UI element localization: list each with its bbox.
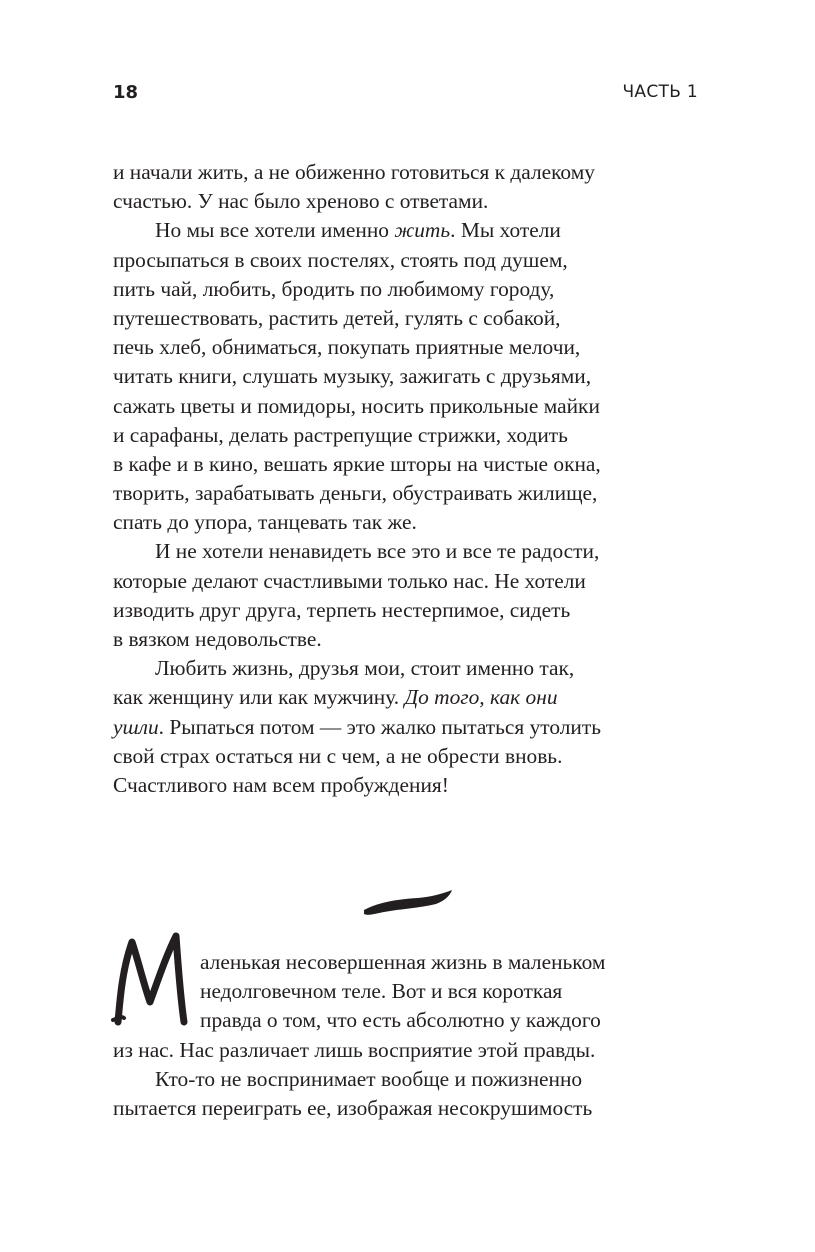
text-run: как женщину или как мужчину. [113, 685, 405, 710]
text-line: печь хлеб, обниматься, покупать приятные мелочи, [113, 335, 581, 360]
text-line: Счастливого нам всем пробуждения! [113, 772, 449, 797]
brush-stroke-divider [360, 888, 455, 918]
text-run: Но мы все хотели именно [155, 218, 395, 243]
text-line: Любить жизнь, друзья мои, стоит именно так, [155, 656, 575, 681]
running-head: ЧАСТЬ 1 [622, 82, 698, 102]
text-line: пить чай, любить, бродить по любимому городу, [113, 276, 555, 301]
text-line: творить, зарабатывать деньги, обустраивать жилище, [113, 481, 598, 506]
page-header [113, 82, 698, 108]
text-line: сажать цветы и помидоры, носить прикольные майки [113, 393, 600, 418]
text-line: и сарафаны, делать растрепущие стрижки, ходить [113, 422, 568, 447]
text-line [113, 713, 698, 742]
text-line: путешествовать, растить детей, гулять с собакой, [113, 305, 561, 330]
page-number: 18 [113, 82, 139, 103]
text-line: в кафе и в кино, вешать яркие шторы на чистые окна, [113, 451, 601, 476]
text-line: которые делают счастливыми только нас. Не хотели [113, 568, 586, 593]
text-line: правда о том, что есть абсолютно у каждого [200, 1008, 601, 1033]
text-line: из нас. Нас различает лишь восприятие этой правды. [113, 1037, 596, 1062]
text-line: читать книги, слушать музыку, зажигать с друзьями, [113, 364, 592, 389]
text-line: просыпаться в своих постелях, стоять под душем, [113, 247, 568, 272]
text-run: . Рыпаться потом — это жалко пытаться утолить [158, 714, 601, 739]
text-line: изводить друг друга, терпеть нестерпимое, сидеть [113, 597, 571, 622]
text-line [113, 216, 698, 245]
text-line: спать до упора, танцевать так же. [113, 510, 417, 535]
emphasis: До того, как они [404, 685, 558, 710]
text-block-1 [113, 158, 698, 800]
emphasis: жить [394, 218, 451, 243]
text-line: Кто-то не воспринимает вообще и пожизненно [155, 1066, 583, 1091]
text-line: пытается переиграть ее, изображая несокрушимость [113, 1095, 593, 1120]
emphasis: ушли [113, 714, 159, 739]
text-line: И не хотели ненавидеть все это и все те радости, [155, 539, 600, 564]
text-line [113, 683, 698, 712]
text-line: свой страх остаться ни с чем, а не обрести вновь. [113, 743, 563, 768]
text-line: аленькая несовершенная жизнь в маленьком [200, 950, 606, 974]
text-line: недолговечном теле. Вот и вся короткая [200, 979, 563, 1004]
text-line: в вязком недовольстве. [113, 627, 322, 651]
text-line: счастью. У нас было хреново с ответами. [113, 189, 489, 214]
text-line: и начали жить, а не обиженно готовиться к далекому [113, 160, 595, 184]
text-block-2 [113, 948, 698, 1123]
text-run: . Мы хотели [450, 218, 561, 243]
